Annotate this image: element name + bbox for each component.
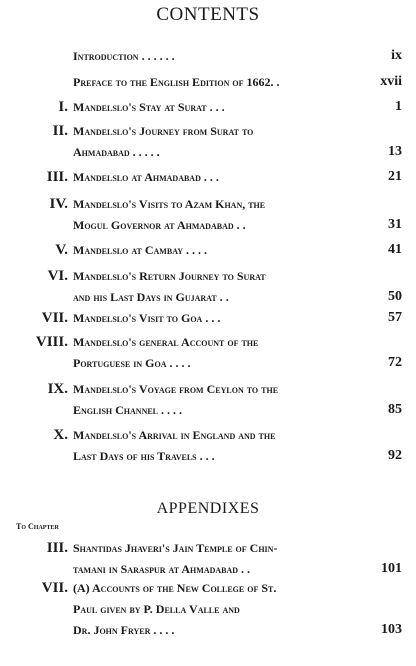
toc-page-number: 41	[388, 242, 402, 257]
toc-title-line: Mandelslo's general Account of the	[73, 335, 259, 349]
toc-title-line: Preface to the English Edition of 1662. .	[73, 75, 280, 89]
toc-chapter-number: II.	[52, 123, 68, 139]
toc-chapter-number: III.	[46, 169, 68, 185]
appendixes-title: APPENDIXES	[156, 500, 260, 517]
toc-title-line: Ahmadabad . . . . .	[73, 145, 160, 159]
appendix-chapter-number: III.	[46, 540, 68, 556]
toc-title-line: Mandelslo's Journey from Surat to	[73, 124, 254, 138]
toc-title-line: and his Last Days in Gujarat . .	[73, 290, 229, 304]
toc-chapter-number: IV.	[49, 196, 68, 212]
toc-title-line: Mandelslo's Stay at Surat . . .	[73, 100, 225, 114]
toc-title-line: Mogul Governor at Ahmadabad . .	[73, 218, 246, 232]
toc-chapter-number: IX.	[47, 381, 68, 397]
toc-chapter-number: VII.	[41, 310, 68, 326]
toc-title-line: Mandelslo's Visits to Azam Khan, the	[73, 197, 266, 211]
appendix-page-number: 101	[381, 561, 402, 576]
toc-title-line: Mandelslo at Cambay . . . .	[73, 243, 208, 257]
appendix-title-line: (A) Accounts of the New College of St.	[73, 581, 277, 595]
toc-title-line: Portuguese in Goa . . . .	[73, 356, 191, 370]
toc-chapter-number: X.	[53, 427, 68, 443]
toc-page-number: 57	[388, 310, 402, 325]
appendix-title-line: Paul given by P. Della Valle and	[73, 602, 240, 616]
to-chapter-label: To Chapter	[16, 522, 59, 531]
appendix-page-number: 103	[381, 622, 402, 637]
appendix-title-line: tamani in Saraspur at Ahmadabad . .	[73, 562, 251, 576]
contents-title: CONTENTS	[156, 4, 260, 25]
appendix-title-line: Dr. John Fryer . . . .	[73, 623, 175, 637]
toc-chapter-number: I.	[58, 99, 68, 115]
toc-page-number: 21	[388, 169, 402, 184]
toc-chapter-number: VIII.	[35, 334, 68, 350]
toc-title-line: English Channel . . . .	[73, 403, 183, 417]
toc-title-line: Mandelslo's Visit to Goa . . .	[73, 311, 221, 325]
toc-page-number: 92	[388, 448, 402, 463]
toc-chapter-number: V.	[55, 242, 68, 258]
toc-page-number: 1	[395, 99, 402, 114]
toc-page-number: 50	[388, 289, 402, 304]
toc-page-number: 85	[388, 402, 402, 417]
toc-page-number: 13	[388, 144, 402, 159]
toc-title-line: Mandelslo at Ahmadabad . . .	[73, 170, 219, 184]
toc-chapter-number: VI.	[47, 268, 68, 284]
toc-page-number: 72	[388, 355, 402, 370]
toc-title-line: Mandelslo's Voyage from Ceylon to the	[73, 382, 279, 396]
appendix-title-line: Shantidas Jhaveri's Jain Temple of Chin-	[73, 541, 278, 555]
toc-title-line: Mandelslo's Arrival in England and the	[73, 428, 276, 442]
toc-page-number: xvii	[380, 74, 402, 89]
toc-page-number: ix	[391, 48, 402, 63]
appendix-chapter-number: VII.	[41, 580, 68, 596]
toc-page-number: 31	[388, 217, 402, 232]
toc-title-line: Last Days of his Travels . . .	[73, 449, 215, 463]
toc-title-line: Mandelslo's Return Journey to Surat	[73, 269, 266, 283]
toc-title-line: Introduction . . . . . .	[73, 49, 175, 63]
